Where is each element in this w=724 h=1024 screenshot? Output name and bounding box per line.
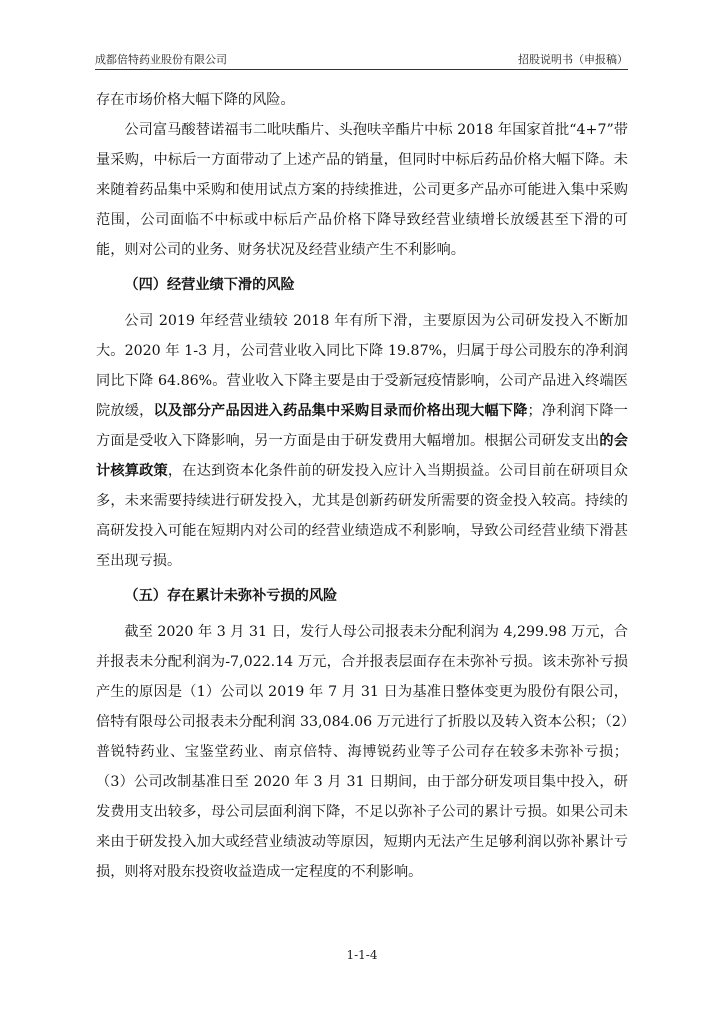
performance-bold-1: 以及部分产品因进入药品集中采购目录而价格出现大幅下降	[153, 403, 528, 419]
section-heading-performance-decline: （四）经营业绩下滑的风险	[124, 277, 295, 293]
section-heading-accumulated-losses: （五）存在累计未弥补亏损的风险	[124, 588, 338, 604]
paragraph-accumulated-losses: 截至 2020 年 3 月 31 日，发行人母公司报表未分配利润为 4,299.98 万元，合并报表未分配利润为-7,022.14 万元，合并报表层面存在未弥补亏损。该未弥补亏损产生的原因是（1）公司以 2019 年 7 月 31 日为基准日整体变更为股份有限公司，倍特有限母公司报表未分配利润 33,084.06 万元进行了折股以及转入资本公积；（2）普锐特药业、宝鉴堂药业、南京倍特、海博锐药业等子公司存在较多未弥补亏损；（3）公司改制基准日至 2020 年 3 月 31 日期间，由于部分研发项目集中投入，研发费用支出较多，母公司层面利润下降，不足以弥补子公司的累计亏损。如果公司未来由于研发投入加大或经营业绩波动等原因，短期内无法产生足够利润以弥补累计亏损，则将对股东投资收益造成一定程度的不利影响。	[96, 624, 628, 880]
document-body	[96, 85, 628, 887]
header-divider	[95, 69, 628, 70]
header-document-type: 招股说明书（申报稿）	[518, 53, 628, 66]
paragraph-performance	[96, 306, 628, 576]
paragraph-procurement: 公司富马酸替诺福韦二吡呋酯片、头孢呋辛酯片中标 2018 年国家首批“4+7”带量采购，中标后一方面带动了上述产品的销量，但同时中标后药品价格大幅下降。未来随着药品集中采购和使用试点方案的持续推进，公司更多产品亦可能进入集中采购范围，公司面临不中标或中标后产品价格下降导致经营业绩增长放缓甚至下滑的可能，则对公司的业务、财务状况及经营业绩产生不利影响。	[96, 122, 628, 258]
performance-text-2: ；净利润下降一方面是受收入下降影响，另一方面是由于研发费用大幅增加。根据公司研发支出	[96, 403, 628, 449]
performance-text-3: ，在达到资本化条件前的研发投入应计入当期损益。公司目前在研项目众多，未来需要持续进行研发投入，尤其是创新药研发所需要的资金投入较高。持续的高研发投入可能在短期内对公司的经营业绩造成不利影响，导致公司经营业绩下滑甚至出现亏损。	[96, 463, 628, 569]
header-company-name: 成都倍特药业股份有限公司	[95, 53, 227, 66]
page-header	[95, 52, 628, 68]
performance-text-1: 公司 2019 年经营业绩较 2018 年有所下滑，主要原因为公司研发投入不断加大。2020 年 1-3 月，公司营业收入同比下降 19.87%，归属于母公司股东的净利润同比下降 64.86%。营业收入下降主要是由于受新冠疫情影响，公司产品进入终端医院放缓，	[96, 313, 628, 419]
page-number: 1-1-4	[346, 948, 378, 962]
performance-bold-2: 的会计核算政策	[96, 433, 628, 479]
paragraph-continuation: 存在市场价格大幅下降的风险。	[96, 92, 295, 108]
